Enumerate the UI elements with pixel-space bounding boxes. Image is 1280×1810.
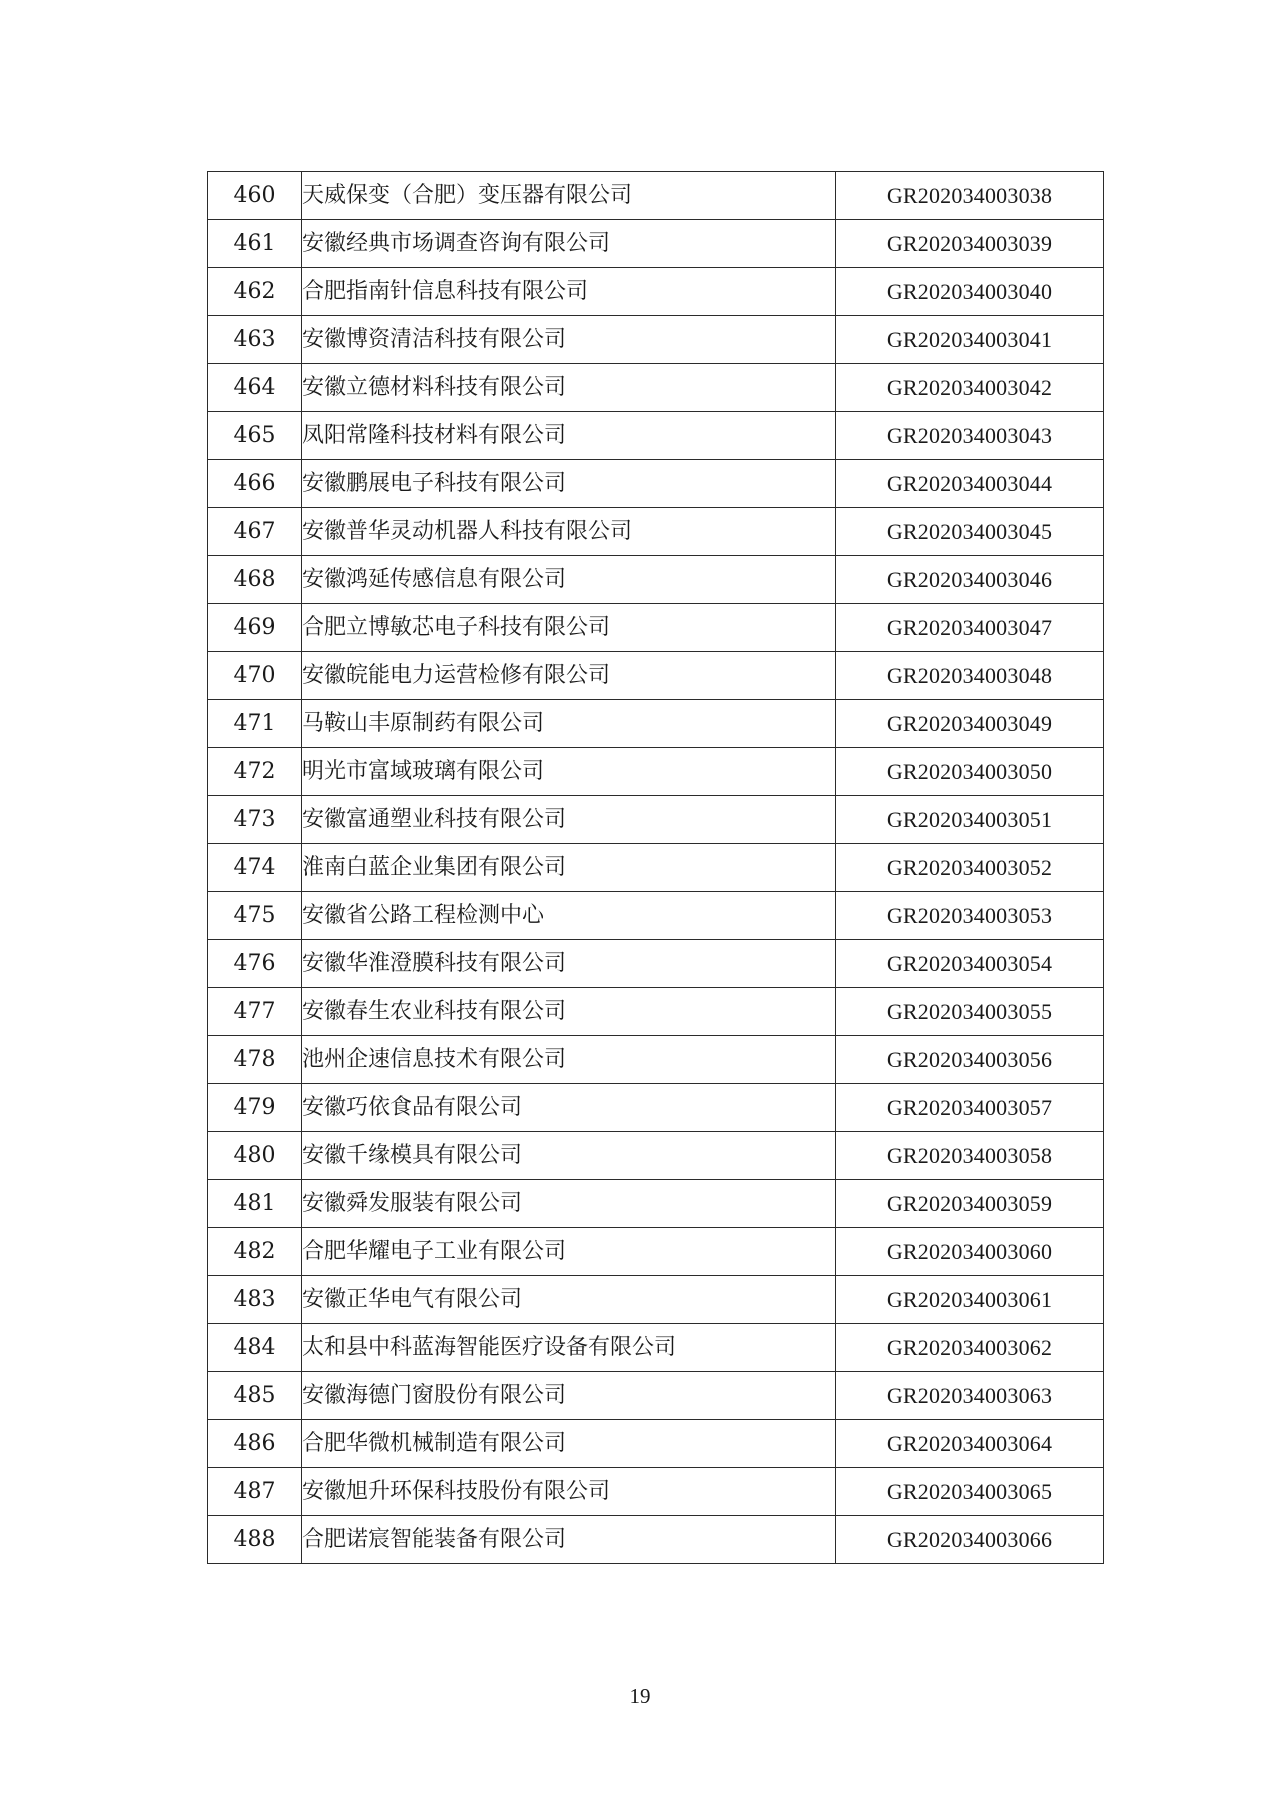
company-name-cell: 明光市富域玻璃有限公司: [302, 748, 836, 796]
table-row: [208, 1420, 1104, 1468]
company-name-cell: 合肥诺宸智能装备有限公司: [302, 1516, 836, 1564]
certificate-number-cell: GR202034003055: [836, 988, 1104, 1036]
row-number-cell: 468: [208, 556, 302, 604]
enterprise-list-table: [207, 171, 1104, 1564]
company-name-cell: 合肥华微机械制造有限公司: [302, 1420, 836, 1468]
certificate-number-cell: GR202034003066: [836, 1516, 1104, 1564]
row-number-cell: 466: [208, 460, 302, 508]
row-number-cell: 487: [208, 1468, 302, 1516]
table-row: [208, 1228, 1104, 1276]
table-row: [208, 460, 1104, 508]
row-number-cell: 461: [208, 220, 302, 268]
certificate-number-cell: GR202034003054: [836, 940, 1104, 988]
table-row: [208, 652, 1104, 700]
certificate-number-cell: GR202034003053: [836, 892, 1104, 940]
certificate-number-cell: GR202034003060: [836, 1228, 1104, 1276]
certificate-number-cell: GR202034003062: [836, 1324, 1104, 1372]
table-row: [208, 988, 1104, 1036]
certificate-number-cell: GR202034003040: [836, 268, 1104, 316]
certificate-number-cell: GR202034003049: [836, 700, 1104, 748]
certificate-number-cell: GR202034003044: [836, 460, 1104, 508]
company-name-cell: 马鞍山丰原制药有限公司: [302, 700, 836, 748]
table-row: [208, 316, 1104, 364]
company-name-cell: 安徽正华电气有限公司: [302, 1276, 836, 1324]
certificate-number-cell: GR202034003063: [836, 1372, 1104, 1420]
company-name-cell: 安徽博资清洁科技有限公司: [302, 316, 836, 364]
row-number-cell: 469: [208, 604, 302, 652]
row-number-cell: 488: [208, 1516, 302, 1564]
company-name-cell: 安徽千缘模具有限公司: [302, 1132, 836, 1180]
certificate-number-cell: GR202034003046: [836, 556, 1104, 604]
certificate-number-cell: GR202034003043: [836, 412, 1104, 460]
table-row: [208, 556, 1104, 604]
enterprise-list-body: [208, 172, 1104, 1564]
row-number-cell: 473: [208, 796, 302, 844]
certificate-number-cell: GR202034003048: [836, 652, 1104, 700]
row-number-cell: 472: [208, 748, 302, 796]
company-name-cell: 安徽富通塑业科技有限公司: [302, 796, 836, 844]
certificate-number-cell: GR202034003059: [836, 1180, 1104, 1228]
table-row: [208, 1516, 1104, 1564]
row-number-cell: 477: [208, 988, 302, 1036]
row-number-cell: 482: [208, 1228, 302, 1276]
row-number-cell: 465: [208, 412, 302, 460]
company-name-cell: 天威保变（合肥）变压器有限公司: [302, 172, 836, 220]
company-name-cell: 凤阳常隆科技材料有限公司: [302, 412, 836, 460]
table-row: [208, 1180, 1104, 1228]
company-name-cell: 安徽海德门窗股份有限公司: [302, 1372, 836, 1420]
row-number-cell: 475: [208, 892, 302, 940]
row-number-cell: 480: [208, 1132, 302, 1180]
table-row: [208, 1276, 1104, 1324]
company-name-cell: 安徽经典市场调查咨询有限公司: [302, 220, 836, 268]
company-name-cell: 安徽华淮澄膜科技有限公司: [302, 940, 836, 988]
company-name-cell: 安徽春生农业科技有限公司: [302, 988, 836, 1036]
company-name-cell: 安徽鹏展电子科技有限公司: [302, 460, 836, 508]
company-name-cell: 安徽鸿延传感信息有限公司: [302, 556, 836, 604]
row-number-cell: 485: [208, 1372, 302, 1420]
table-row: [208, 1372, 1104, 1420]
row-number-cell: 481: [208, 1180, 302, 1228]
table-row: [208, 220, 1104, 268]
row-number-cell: 474: [208, 844, 302, 892]
certificate-number-cell: GR202034003051: [836, 796, 1104, 844]
row-number-cell: 471: [208, 700, 302, 748]
table-row: [208, 508, 1104, 556]
row-number-cell: 476: [208, 940, 302, 988]
company-name-cell: 安徽立德材料科技有限公司: [302, 364, 836, 412]
table-row: [208, 796, 1104, 844]
company-name-cell: 合肥华耀电子工业有限公司: [302, 1228, 836, 1276]
table-row: [208, 604, 1104, 652]
row-number-cell: 467: [208, 508, 302, 556]
table-row: [208, 364, 1104, 412]
company-name-cell: 安徽普华灵动机器人科技有限公司: [302, 508, 836, 556]
company-name-cell: 淮南白蓝企业集团有限公司: [302, 844, 836, 892]
row-number-cell: 463: [208, 316, 302, 364]
table-row: [208, 412, 1104, 460]
table-row: [208, 268, 1104, 316]
company-name-cell: 安徽旭升环保科技股份有限公司: [302, 1468, 836, 1516]
row-number-cell: 460: [208, 172, 302, 220]
page-number: 19: [629, 1684, 651, 1708]
company-name-cell: 安徽省公路工程检测中心: [302, 892, 836, 940]
table-row: [208, 700, 1104, 748]
company-name-cell: 合肥立博敏芯电子科技有限公司: [302, 604, 836, 652]
certificate-number-cell: GR202034003042: [836, 364, 1104, 412]
row-number-cell: 486: [208, 1420, 302, 1468]
row-number-cell: 478: [208, 1036, 302, 1084]
company-name-cell: 安徽巧依食品有限公司: [302, 1084, 836, 1132]
certificate-number-cell: GR202034003047: [836, 604, 1104, 652]
certificate-number-cell: GR202034003064: [836, 1420, 1104, 1468]
row-number-cell: 464: [208, 364, 302, 412]
certificate-number-cell: GR202034003061: [836, 1276, 1104, 1324]
certificate-number-cell: GR202034003038: [836, 172, 1104, 220]
row-number-cell: 484: [208, 1324, 302, 1372]
table-row: [208, 1468, 1104, 1516]
certificate-number-cell: GR202034003065: [836, 1468, 1104, 1516]
certificate-number-cell: GR202034003057: [836, 1084, 1104, 1132]
table-row: [208, 1132, 1104, 1180]
company-name-cell: 太和县中科蓝海智能医疗设备有限公司: [302, 1324, 836, 1372]
table-row: [208, 748, 1104, 796]
certificate-number-cell: GR202034003050: [836, 748, 1104, 796]
company-name-cell: 池州企速信息技术有限公司: [302, 1036, 836, 1084]
row-number-cell: 470: [208, 652, 302, 700]
certificate-number-cell: GR202034003041: [836, 316, 1104, 364]
row-number-cell: 479: [208, 1084, 302, 1132]
row-number-cell: 462: [208, 268, 302, 316]
table-row: [208, 1084, 1104, 1132]
certificate-number-cell: GR202034003056: [836, 1036, 1104, 1084]
company-name-cell: 安徽皖能电力运营检修有限公司: [302, 652, 836, 700]
certificate-number-cell: GR202034003045: [836, 508, 1104, 556]
table-row: [208, 172, 1104, 220]
table-row: [208, 892, 1104, 940]
certificate-number-cell: GR202034003039: [836, 220, 1104, 268]
table-row: [208, 1324, 1104, 1372]
table-row: [208, 940, 1104, 988]
company-name-cell: 安徽舜发服装有限公司: [302, 1180, 836, 1228]
row-number-cell: 483: [208, 1276, 302, 1324]
certificate-number-cell: GR202034003058: [836, 1132, 1104, 1180]
company-name-cell: 合肥指南针信息科技有限公司: [302, 268, 836, 316]
table-row: [208, 844, 1104, 892]
table-row: [208, 1036, 1104, 1084]
certificate-number-cell: GR202034003052: [836, 844, 1104, 892]
